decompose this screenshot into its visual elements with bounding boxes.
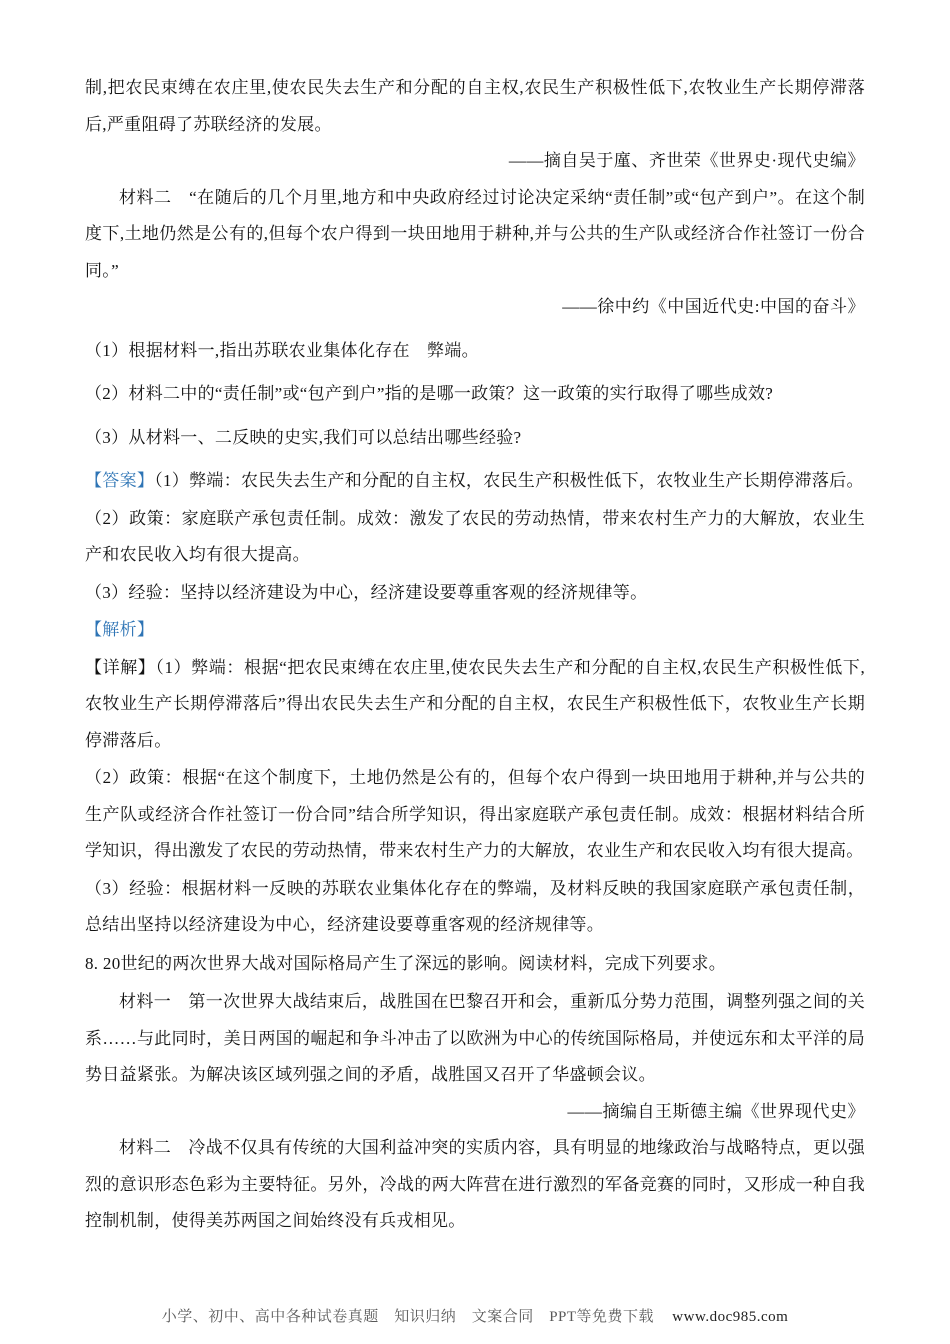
question-block: （3）从材料一、二反映的史实,我们可以总结出哪些经验?	[85, 427, 522, 447]
answer-block: （2）政策：家庭联产承包责任制。成效：激发了农民的劳动热情，带来农村生产力的大解放，农业生产和农民收入均有很大提高。	[85, 508, 865, 564]
paragraph-block: 材料二 “在随后的几个月里,地方和中央政府经过讨论决定采纳“责任制”或“包产到户”。在这个制度下,土地仍然是公有的,但每个农户得到一块田地用于耕种,并与公共的生产队或经济合作社签订一份合同。”	[85, 187, 865, 280]
answer-block	[85, 612, 865, 649]
citation-block: ——徐中约《中国近代史:中国的奋斗》	[562, 297, 865, 316]
question-block: （2）材料二中的“责任制”或“包产到户”指的是哪一政策？这一政策的实行取得了哪些成效?	[85, 384, 774, 403]
answer-section-label: 【解析】	[85, 620, 155, 639]
question-block: （1）根据材料一,指出苏联农业集体化存在 弊端。	[85, 340, 479, 360]
numbered-block: 8. 20世纪的两次世界大战对国际格局产生了深远的影响。阅读材料，完成下列要求。	[85, 953, 726, 973]
footer-site-url: www.doc985.com	[672, 1309, 789, 1325]
paragraph-block: 材料一 第一次世界大战结束后，战胜国在巴黎召开和会，重新瓜分势力范围，调整列强之间的关系……与此同时，美日两国的崛起和争斗冲击了以欧洲为中心的传统国际格局，并使远东和太平洋的局势日益紧张。为解决该区域列强之间的矛盾，战胜国又召开了华盛顿会议。	[85, 992, 865, 1084]
footer-promo-text: 小学、初中、高中各种试卷真题 知识归纳 文案合同 PPT等免费下载	[161, 1309, 655, 1325]
document-body	[85, 70, 865, 1240]
citation-block: ——摘编自王斯德主编《世界现代史》	[567, 1101, 865, 1121]
page-footer	[0, 1305, 950, 1326]
answer-block: 【详解】（1）弊端：根据“把农民束缚在农庄里,使农民失去生产和分配的自主权,农民生产积极性低下,农牧业生产长期停滞落后”得出农民失去生产和分配的自主权，农民生产积极性低下，农牧业生产长期停滞落后。	[85, 657, 865, 750]
answer-block: （3）经验：坚持以经济建设为中心，经济建设要尊重客观的经济规律等。	[85, 582, 648, 602]
paragraph-block: 制,把农民束缚在农庄里,使农民失去生产和分配的自主权,农民生产积极性低下,农牧业生产长期停滞落后,严重阻碍了苏联经济的发展。	[85, 78, 865, 134]
answer-block: （3）经验：根据材料一反映的苏联农业集体化存在的弊端，及材料反映的我国家庭联产承包责任制，总结出坚持以经济建设为中心，经济建设要尊重客观的经济规律等。	[85, 878, 865, 934]
citation-block: ——摘自吴于廑、齐世荣《世界史·现代史编》	[508, 151, 865, 170]
answer-block: 【答案】（1）弊端：农民失去生产和分配的自主权，农民生产积极性低下，农牧业生产长期停滞落后。	[85, 471, 864, 490]
paragraph-block: 材料二 冷战不仅具有传统的大国利益冲突的实质内容，具有明显的地缘政治与战略特点，更以强烈的意识形态色彩为主要特征。另外，冷战的两大阵营在进行激烈的军备竞赛的同时，又形成一种自我控制机制，使得美苏两国之间始终没有兵戎相见。	[85, 1138, 865, 1230]
answer-block: （2）政策：根据“在这个制度下，土地仍然是公有的，但每个农户得到一块田地用于耕种,并与公共的生产队或经济合作社签订一份合同”结合所学知识，得出家庭联产承包责任制。成效：根据材料结合所学知识，得出激发了农民的劳动热情，带来农村生产力的大解放，农业生产和农民收入均有很大提高。	[85, 768, 865, 860]
answer-section-label: 【答案】	[85, 471, 155, 490]
